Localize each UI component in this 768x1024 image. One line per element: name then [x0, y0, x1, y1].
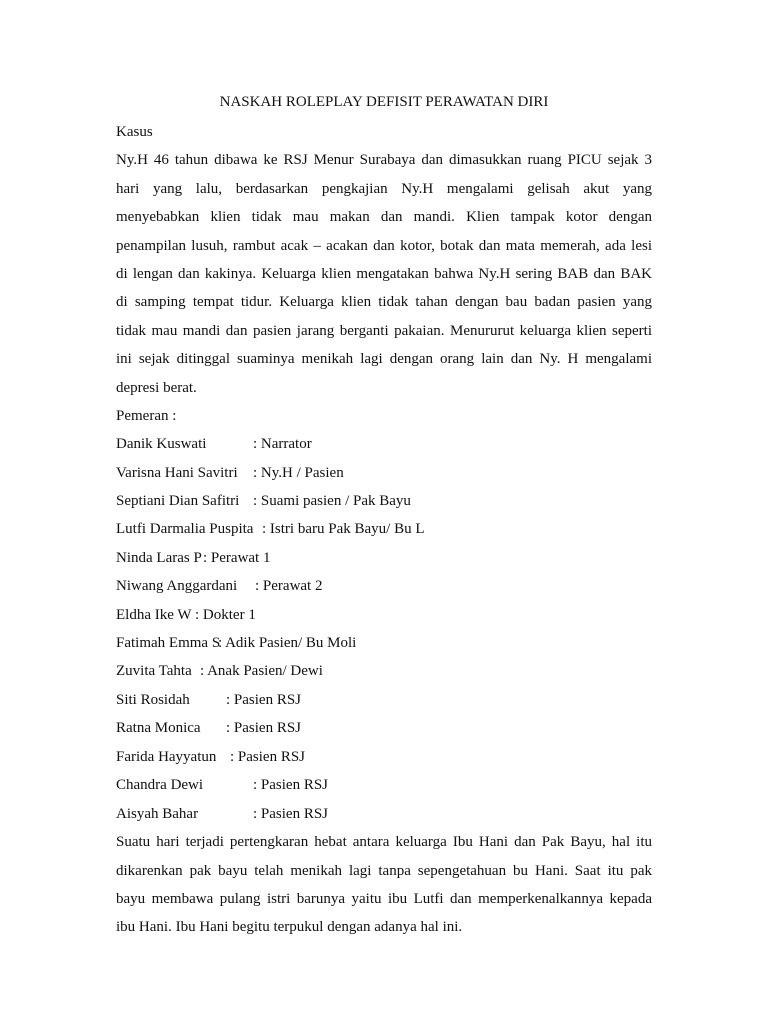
cast-entry — [116, 633, 356, 653]
cast-name: Niwang Anggardani — [116, 578, 238, 594]
story-text-line: ibu Hani. Ibu Hani begitu terpukul dengan adanya hal ini. — [116, 919, 463, 935]
cast-name: Farida Hayyatun — [116, 749, 217, 765]
cast-name: Fatimah Emma S — [116, 635, 221, 651]
cast-role: : Perawat 1 — [203, 550, 271, 566]
cast-name: Chandra Dewi — [116, 777, 204, 793]
case-text-line: menyebabkan klien tidak mau makan dan mandi. Klien tampak kotor dengan — [116, 209, 652, 225]
cast-role: : Pasien RSJ — [226, 692, 302, 708]
cast-role: : Ny.H / Pasien — [253, 465, 344, 481]
cast-name: Septiani Dian Safitri — [116, 493, 240, 509]
cast-name: Siti Rosidah — [116, 692, 190, 708]
cast-role: : Dokter 1 — [195, 607, 256, 623]
cast-name: Eldha Ike W — [116, 607, 192, 623]
case-text-line: ini sejak ditinggal suaminya menikah lagi dengan orang lain dan Ny. H mengalami — [116, 351, 652, 367]
cast-entry — [116, 661, 323, 681]
cast-entry — [116, 605, 256, 625]
cast-name: Varisna Hani Savitri — [116, 465, 238, 481]
cast-entry — [116, 804, 328, 824]
case-text-line: penampilan lusuh, rambut acak – acakan dan kotor, botak dan mata memerah, ada lesi — [116, 238, 652, 254]
section-heading-case: Kasus — [116, 124, 153, 140]
cast-name: Danik Kuswati — [116, 436, 207, 452]
cast-entry — [116, 434, 312, 454]
cast-role: : Adik Pasien/ Bu Moli — [218, 635, 357, 651]
cast-role: : Pasien RSJ — [230, 749, 306, 765]
cast-entry — [116, 491, 411, 511]
document-title: NASKAH ROLEPLAY DEFISIT PERAWATAN DIRI — [219, 94, 549, 110]
cast-role: : Narrator — [253, 436, 312, 452]
case-text-line: hari yang lalu, berdasarkan pengkajian Ny.H mengalami gelisah akut yang — [116, 181, 652, 197]
section-heading-cast: Pemeran : — [116, 408, 177, 424]
cast-role: : Anak Pasien/ Dewi — [200, 663, 323, 679]
cast-entry — [116, 576, 322, 596]
case-text-line: tidak mau mandi dan pasien jarang berganti pakaian. Menururut keluarga klien seperti — [116, 323, 652, 339]
cast-entry — [116, 775, 328, 795]
cast-name: Zuvita Tahta — [116, 663, 192, 679]
cast-role: : Pasien RSJ — [226, 720, 302, 736]
cast-name: Ratna Monica — [116, 720, 201, 736]
cast-role: : Istri baru Pak Bayu/ Bu L — [262, 521, 425, 537]
cast-role: : Suami pasien / Pak Bayu — [253, 493, 411, 509]
cast-entry — [116, 690, 301, 710]
cast-entry — [116, 463, 344, 483]
case-text-line: depresi berat. — [116, 380, 197, 396]
case-text-line: di samping tempat tidur. Keluarga klien tidak tahan dengan bau badan pasien yang — [116, 294, 652, 310]
cast-name: Lutfi Darmalia Puspita — [116, 521, 254, 537]
story-text-line: bayu membawa pulang istri barunya yaitu ibu Lutfi dan memperkenalkannya kepada — [116, 891, 652, 907]
cast-role: : Perawat 2 — [255, 578, 323, 594]
cast-entry — [116, 718, 301, 738]
case-text-line: Ny.H 46 tahun dibawa ke RSJ Menur Surabaya dan dimasukkan ruang PICU sejak 3 — [116, 152, 652, 168]
cast-name: Ninda Laras P — [116, 550, 202, 566]
case-text-line: di lengan dan kakinya. Keluarga klien mengatakan bahwa Ny.H sering BAB dan BAK — [116, 266, 652, 282]
cast-role: : Pasien RSJ — [253, 806, 329, 822]
cast-entry — [116, 519, 424, 539]
story-text-line: Suatu hari terjadi pertengkaran hebat antara keluarga Ibu Hani dan Pak Bayu, hal itu — [116, 834, 652, 850]
cast-entry — [116, 747, 305, 767]
cast-entry — [116, 548, 270, 568]
cast-role: : Pasien RSJ — [253, 777, 329, 793]
cast-name: Aisyah Bahar — [116, 806, 199, 822]
story-text-line: dikarenkan pak bayu telah menikah lagi tanpa sepengetahuan bu Hani. Saat itu pak — [116, 863, 652, 879]
